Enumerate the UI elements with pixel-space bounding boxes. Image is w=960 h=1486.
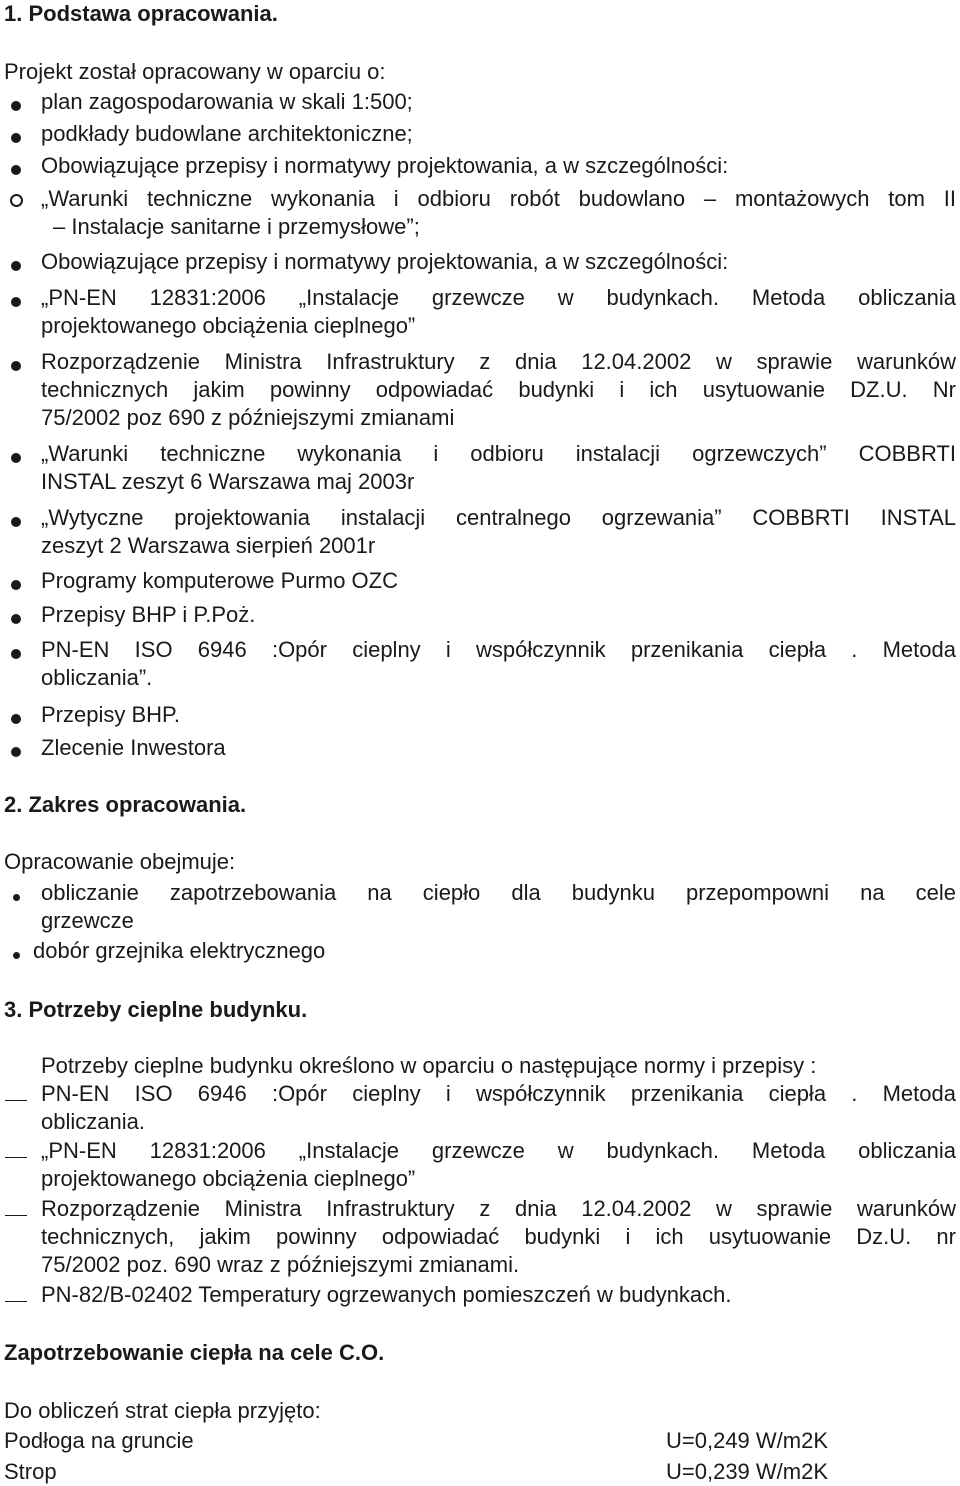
dash-bullet-icon <box>4 1137 28 1165</box>
u-value-label: Podłoga na gruncie <box>4 1428 194 1453</box>
section-2-heading: 2. Zakres opracowania. <box>4 792 247 817</box>
list-item <box>41 1137 956 1193</box>
circle-bullet-icon <box>4 186 28 214</box>
list-item-line: grzewcze <box>41 908 134 933</box>
list-item-line: 75/2002 poz. 690 wraz z późniejszymi zmianami. <box>41 1252 520 1277</box>
bullet-icon <box>4 286 28 314</box>
bullet-icon <box>4 90 28 118</box>
u-value-label: Strop <box>4 1459 57 1484</box>
bullet-icon <box>4 703 28 731</box>
list-item: plan zagospodarowania w skali 1:500; <box>41 89 413 114</box>
bullet-icon <box>4 638 28 666</box>
list-item <box>41 879 956 935</box>
list-item-line: projektowanego obciążenia cieplnego” <box>41 1166 416 1191</box>
bullet-icon <box>4 350 28 378</box>
list-item <box>41 504 956 560</box>
u-value: U=0,249 W/m2K <box>666 1428 829 1453</box>
list-item-line: obliczania. <box>41 1109 145 1134</box>
list-item-line: PN-EN ISO 6946 :Opór cieplny i współczynnik przenikania ciepła . Metoda <box>41 637 956 662</box>
list-item-line: 75/2002 poz 690 z późniejszymi zmianami <box>41 405 455 430</box>
list-item-line: „PN-EN 12831:2006 „Instalacje grzewcze w budynkach. Metoda obliczania <box>41 1138 956 1163</box>
bullet-icon <box>4 880 28 908</box>
list-item-line: PN-EN ISO 6946 :Opór cieplny i współczynnik przenikania ciepła . Metoda <box>41 1081 956 1106</box>
list-item-line: „Wytyczne projektowania instalacji centralnego ogrzewania” COBBRTI INSTAL <box>41 505 956 530</box>
dash-bullet-icon <box>4 1195 28 1223</box>
list-item-line: – Instalacje sanitarne i przemysłowe”; <box>53 214 420 239</box>
list-item-line: projektowanego obciążenia cieplnego” <box>41 313 416 338</box>
list-item: Zlecenie Inwestora <box>41 735 226 760</box>
bullet-icon <box>4 938 28 966</box>
bullet-icon <box>4 122 28 150</box>
dash-bullet-icon <box>4 1281 28 1309</box>
list-item <box>41 440 956 496</box>
list-item: dobór grzejnika elektrycznego <box>33 938 326 963</box>
bullet-icon <box>4 442 28 470</box>
list-item-line: zeszyt 2 Warszawa sierpień 2001r <box>41 533 376 558</box>
list-item: podkłady budowlane architektoniczne; <box>41 121 413 146</box>
u-value: U=0,239 W/m2K <box>666 1459 829 1484</box>
list-item-line: „PN-EN 12831:2006 „Instalacje grzewcze w budynkach. Metoda obliczania <box>41 285 956 310</box>
bullet-icon <box>4 506 28 534</box>
section-4-intro: Do obliczeń strat ciepła przyjęto: <box>4 1398 321 1423</box>
list-item <box>41 284 956 340</box>
list-item-line: obliczanie zapotrzebowania na ciepło dla budynku przepompowni na cele <box>41 880 956 905</box>
list-item: Przepisy BHP i P.Poż. <box>41 602 256 627</box>
list-item-line: technicznych, jakim powinny odpowiadać budynki i ich usytuowanie Dz.U. nr <box>41 1224 956 1249</box>
section-1-heading: 1. Podstawa opracowania. <box>4 1 278 26</box>
list-item: Programy komputerowe Purmo OZC <box>41 568 398 593</box>
section-2-intro: Opracowanie obejmuje: <box>4 849 236 874</box>
bullet-icon <box>4 603 28 631</box>
list-item-line: INSTAL zeszyt 6 Warszawa maj 2003r <box>41 469 415 494</box>
list-item: Obowiązujące przepisy i normatywy projektowania, a w szczególności: <box>41 249 729 274</box>
list-item-line: technicznych jakim powinny odpowiadać budynki i ich usytuowanie DZ.U. Nr <box>41 377 956 402</box>
list-item: Obowiązujące przepisy i normatywy projektowania, a w szczególności: <box>41 153 729 178</box>
list-item-line: „Warunki techniczne wykonania i odbioru instalacji ogrzewczych” COBBRTI <box>41 441 956 466</box>
list-item: Przepisy BHP. <box>41 702 180 727</box>
list-item <box>41 636 956 692</box>
list-item <box>41 1195 956 1279</box>
bullet-icon <box>4 569 28 597</box>
section-3-intro: Potrzeby cieplne budynku określono w oparciu o następujące normy i przepisy : <box>41 1053 817 1078</box>
list-item-line: Rozporządzenie Ministra Infrastruktury z dnia 12.04.2002 w sprawie warunków <box>41 1196 956 1221</box>
list-item-line: „Warunki techniczne wykonania i odbioru robót budowlano – montażowych tom II <box>41 186 956 211</box>
section-4-heading: Zapotrzebowanie ciepła na cele C.O. <box>4 1340 385 1365</box>
section-1-intro: Projekt został opracowany w oparciu o: <box>4 59 386 84</box>
list-item <box>41 185 956 241</box>
list-item <box>41 348 956 432</box>
list-item-line: obliczania”. <box>41 665 153 690</box>
list-item-line: Rozporządzenie Ministra Infrastruktury z dnia 12.04.2002 w sprawie warunków <box>41 349 956 374</box>
section-3-heading: 3. Potrzeby cieplne budynku. <box>4 997 308 1022</box>
dash-bullet-icon <box>4 1080 28 1108</box>
bullet-icon <box>4 736 28 764</box>
bullet-icon <box>4 154 28 182</box>
bullet-icon <box>4 250 28 278</box>
list-item <box>41 1080 956 1136</box>
list-item: PN-82/B-02402 Temperatury ogrzewanych pomieszczeń w budynkach. <box>41 1282 732 1307</box>
